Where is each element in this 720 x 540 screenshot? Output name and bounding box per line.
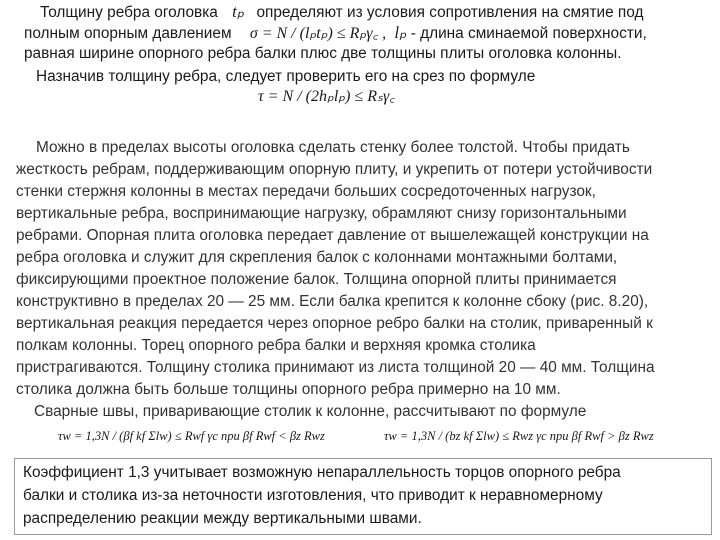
body-line-6: ребра оголовка и служит для скрепления балок с колоннами монтажными болтами, [16,249,618,266]
body-line-10: полкам колонны. Торец опорного ребра балки и верхняя кромка столика [16,337,536,354]
intro-line-1-suffix: определяют из условия сопротивления на смятие под [256,4,644,21]
coefficient-note-box [14,458,712,535]
rib-thickness-symbol: tₚ [232,2,245,21]
bearing-formula: σ = N / (lₚtₚ) ≤ Rₚγ꜀ , [249,25,387,42]
body-line-3: стенки стержня колонны в местах передачи больших сосредоточенных нагрузок, [16,183,596,200]
intro-line-2-suffix: - длина сминаемой поверхности, [410,25,647,42]
body-line-5: ребрами. Опорная плита оголовка передает давление от вышележащей конструкции на [16,227,649,244]
note-line-3: распределению реакции между вертикальными швами. [23,510,422,527]
body-line-13: Сварные швы, приваривающие столик к колонне, рассчитывают по формуле [34,403,587,420]
intro-line-4: Назначив толщину ребра, следует проверить его на срез по формуле [36,68,536,85]
note-line-2: балки и столика из-за неточности изготовления, что приводит к неравномерному [23,487,603,504]
note-line-1: Коэффициент 1,3 учитывает возможную непараллельность торцов опорного ребра [23,464,621,481]
body-line-7: фиксирующими проектное положение балок. Толщина опорной плиты принимается [16,271,617,288]
body-line-12: столика должна быть больше толщины опорного ребра примерно на 10 мм. [16,381,561,398]
body-line-9: вертикальная реакция передается через опорное ребро балки на столик, приваренный к [16,315,653,332]
body-line-8: конструктивно в пределах 20 — 25 мм. Если балка крепится к колонне сбоку (рис. 8.20), [16,293,649,310]
body-line-4: вертикальные ребра, воспринимающие нагрузку, обрамляют снизу горизонтальными [16,205,627,222]
intro-line-1 [40,2,643,23]
weld-formula-right: τw = 1,3N / (bz kf Σlw) ≤ Rwz γc при βf Rwf > βz Rwz [384,429,654,443]
intro-line-2 [24,23,647,44]
weld-formula-left: τw = 1,3N / (βf kf Σlw) ≤ Rwf γc при βf Rwf < βz Rwz [58,429,325,443]
bearing-length-symbol: lₚ [394,23,407,42]
intro-line-1-prefix: Толщину ребра оголовка [40,4,218,21]
intro-line-2-prefix: полным опорным давлением [24,25,232,42]
body-line-1: Можно в пределах высоты оголовка сделать стенку более толстой. Чтобы придать [36,139,630,156]
shear-formula: τ = N / (2hₚlₚ) ≤ Rₛγ꜀ [258,88,395,105]
intro-line-3: равная ширине опорного ребра балки плюс две толщины плиты оголовка колонны. [24,45,622,62]
body-line-2: жесткость ребрам, поддерживающим опорную плиту, и укрепить от потери устойчивости [16,161,653,178]
body-line-11: пристрагиваются. Толщину столика принимают из листа толщиной 20 — 40 мм. Толщина [16,359,655,376]
